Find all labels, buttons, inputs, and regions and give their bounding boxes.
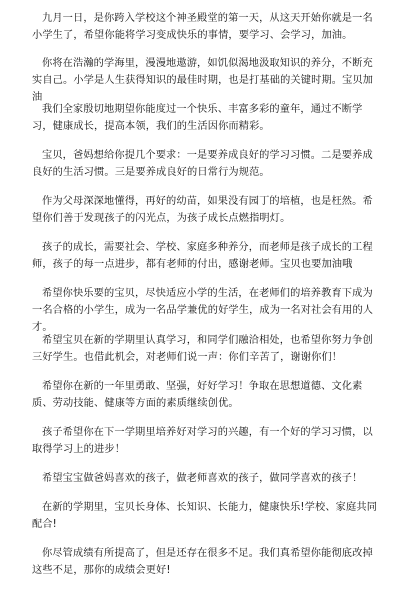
paragraph-family-hopes: 我们全家殷切地期望你能度过一个快乐、丰富多彩的童年，通过不断学习，健康成长，提高本领，我们的生活因你而精彩。 [32,104,363,132]
paragraph-new-semester: 希望宝贝在新的学期里认真学习，和同学们融洽相处，也希望你努力争创三好学生。也借此机会，对老师们说一声：你们辛苦了，谢谢你们！ [32,335,373,363]
paragraph-sea-of-learning: 你将在浩瀚的学海里，漫漫地遨游，如饥似渴地汲取知识的养分，不断充实自己。小学是人生获得知识的最佳时期，也是打基础的关键时期。宝贝加油 [32,58,374,103]
paragraph-first-day: 九月一日，是你跨入学校这个神圣殿堂的第一天，从这天开始你就是一名小学生了，希望你能将学习变成快乐的事情，要学习、会学习，加油。 [32,13,373,41]
paragraph-improvement: 你尽管成绩有所提高了，但是还存在很多不足。我们真希望你能彻底改掉这些不足，那你的成绩会更好! [32,548,373,576]
paragraph-adapt: 希望你快乐要的宝贝，尽快适应小学的生活，在老师们的培养教育下成为一名合格的小学生，成为一名品学兼优的好学生，成为一名对社会有用的人才。 [32,288,374,333]
paragraph-requirements: 宝贝，爸妈想给你提几个要求：一是要养成良好的学习习惯。二是要养成良好的生活习惯。三是要养成良好的日常行为规范。 [32,150,373,178]
paragraph-growth: 孩子的成长，需要社会、学校、家庭多种养分，而老师是孩子成长的工程师，孩子的每一点进步，都有老师的付出，感谢老师。宝贝也要加油哦 [32,242,373,270]
paragraph-new-year: 希望你在新的一年里勇敢、坚强，好好学习！争取在思想道德、文化素质、劳动技能、健康等方面的素质继续创优。 [32,381,363,409]
paragraph-interest: 孩子希望你在下一学期里培养好对学习的兴趣，有一个好的学习习惯，以取得学习上的进步！ [32,427,373,455]
paragraph-healthy-growth: 在新的学期里，宝贝长身体、长知识、长能力，健康快乐!学校、家庭共同配合! [32,502,378,530]
paragraph-seedling: 作为父母深深地懂得，再好的幼苗，如果没有园丁的培植，也是枉然。希望你们善于发现孩子的闪光点，为孩子成长点燃指明灯。 [32,196,373,224]
paragraph-good-child: 希望宝宝做爸妈喜欢的孩子，做老师喜欢的孩子，做同学喜欢的孩子！ [42,473,363,484]
